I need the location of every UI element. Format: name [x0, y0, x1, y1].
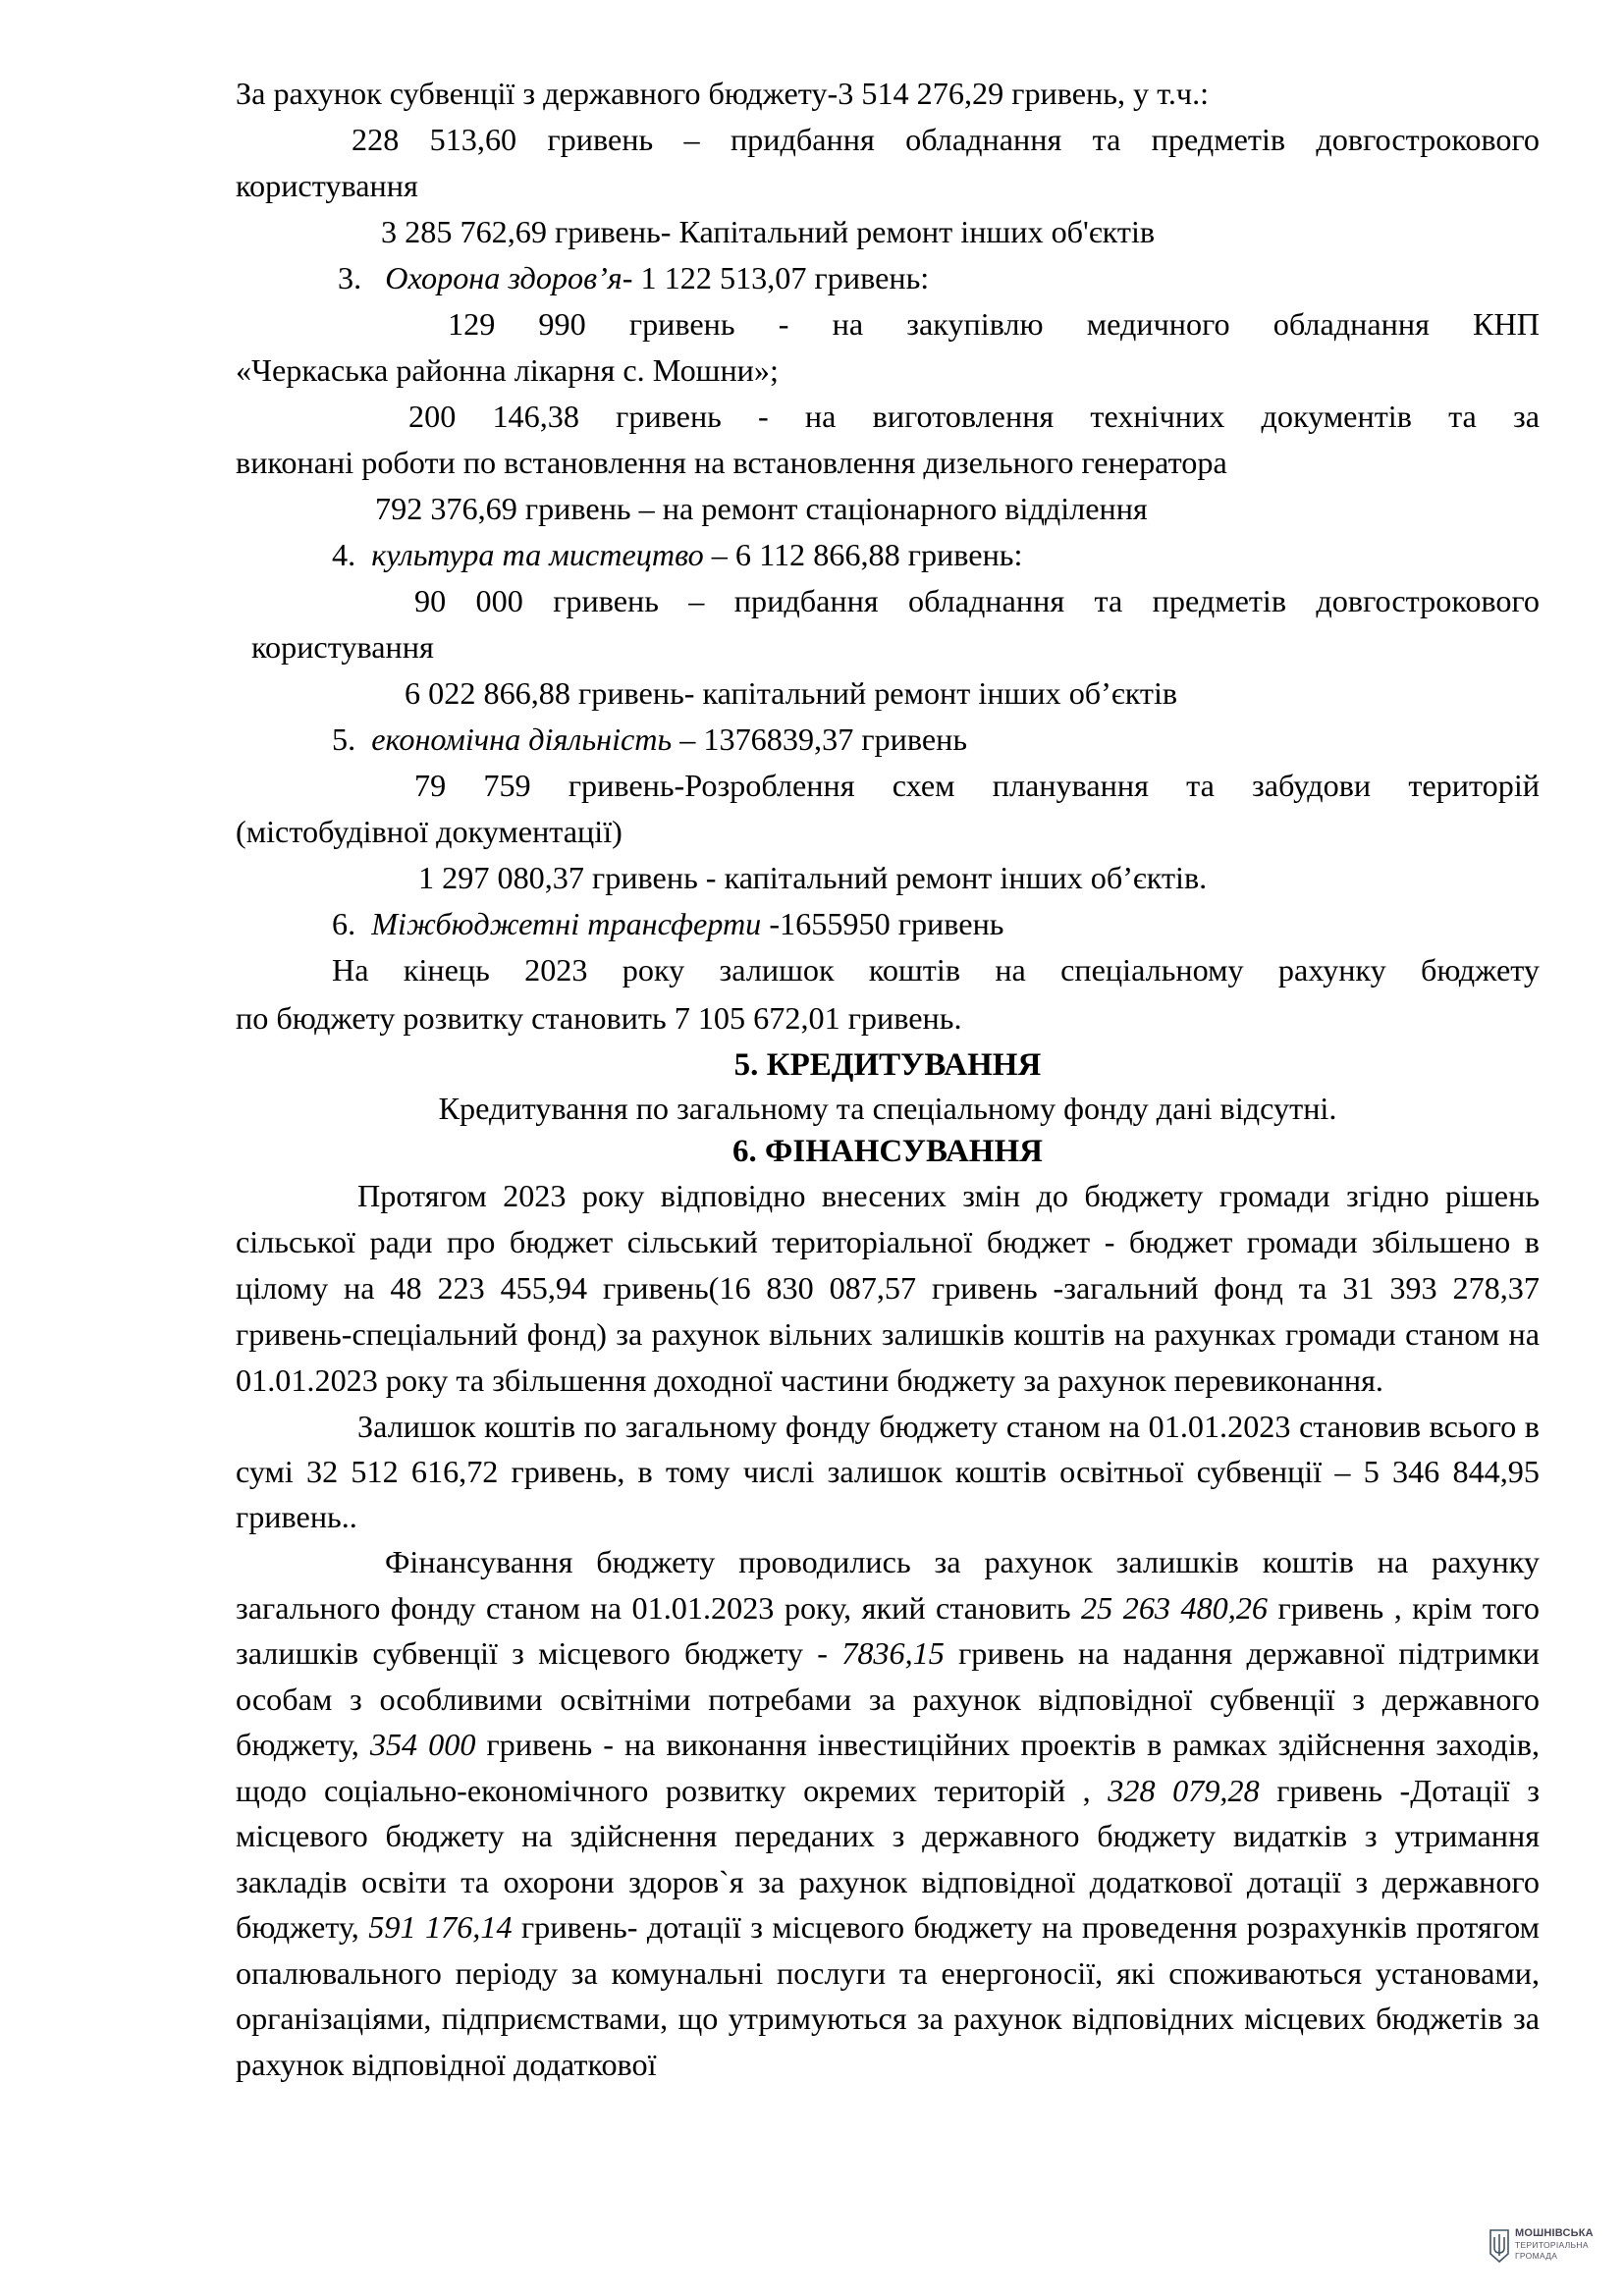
item-amount: – 1376839,37 гривень	[672, 721, 968, 757]
document-page	[236, 71, 1540, 2087]
item-3-healthcare	[236, 255, 1540, 301]
stationary-repair-line: 792 376,69 гривень – на ремонт стаціонарного відділення	[375, 491, 1148, 526]
item-number: 4.	[332, 537, 356, 572]
subvention-line: За рахунок субвенції з державного бюджету-3 514 276,29 гривень, у т.ч.:	[236, 76, 1210, 111]
text-run: гривень -Дотації з місцевого бюджету на здійснення переданих з державного бюджету видатків з утримання закладів освіти та охорони здоров`я за рахунок відповідної додаткової дотації з державного бюджету,	[236, 1772, 1541, 1945]
item-title: Міжбюджетні трансферти	[371, 906, 762, 941]
logo-line-1: МОШНІВСЬКА	[1515, 2227, 1594, 2239]
trident-icon	[1489, 2228, 1510, 2264]
amount-value: 7836,15	[841, 1635, 945, 1671]
generator-docs-line-cont: виконані роботи по встановлення на встановлення дизельного генератора	[236, 445, 1227, 480]
economy-repair-line: 1 297 080,37 гривень - капітальний ремонт інших об’єктів.	[418, 860, 1208, 895]
capital-repair-line: 3 285 762,69 гривень- Капітальний ремонт інших об'єктів	[381, 214, 1156, 249]
year-end-balance-line-cont: по бюджету розвитку становить 7 105 672,01 гривень.	[236, 1000, 962, 1036]
culture-repair-line: 6 022 866,88 гривень- капітальний ремонт інших об’єктів	[405, 675, 1178, 711]
text-run: гривень на надання державної підтримки особам з особливими освітніми потребами за рахунок відповідної субвенції з державного бюджету,	[236, 1635, 1540, 1762]
logo-line-3: ГРОМАДА	[1515, 2251, 1558, 2261]
amount-value: 354 000	[369, 1727, 476, 1762]
section-5-text: Кредитування по загальному та спеціальному фонду дані відсутні.	[438, 1091, 1337, 1126]
planning-schemes-line-cont: (містобудівної документації)	[236, 814, 623, 849]
culture-equipment-line-cont: користування	[251, 629, 434, 665]
text-run: гривень , крім того залишків субвенції з місцевого бюджету -	[236, 1589, 1541, 1671]
equipment-line: 228 513,60 гривень – придбання обладнання та предметів довгострокового	[352, 122, 1540, 157]
hospital-line: «Черкаська районна лікарня с. Мошни»;	[236, 352, 779, 388]
item-amount: - 1 122 513,07 гривень:	[622, 260, 930, 295]
text-run: гривень- дотації з місцевого бюджету на проведення розрахунків протягом опалювального періоду за комунальні послуги та енергоносії, які споживаються установами, організаціями, підприємствами, що утримуються за рахунок відповідних місцевих бюджетів за рахунок відповідної додаткової	[236, 1909, 1540, 2082]
item-amount: – 6 112 866,88 гривень:	[703, 537, 1023, 572]
item-number: 6.	[332, 906, 356, 941]
section-6-paragraph-3	[236, 1539, 1540, 2087]
item-6-transfers	[236, 901, 1540, 947]
generator-docs-line: 200 146,38 гривень - на виготовлення технічних документів та за	[408, 399, 1540, 434]
text-run: Фінансування бюджету проводились за рахунок залишків коштів на рахунку загального фонду станом на 01.01.2023 року, який становить	[236, 1544, 1540, 1626]
item-title: культура та мистецтво	[371, 537, 704, 572]
planning-schemes-line: 79 759 гривень-Розроблення схем планування та забудови територій	[414, 768, 1540, 803]
logo-line-2: ТЕРИТОРІАЛЬНА	[1515, 2240, 1589, 2250]
section-5-heading: 5. КРЕДИТУВАННЯ	[733, 1047, 1042, 1083]
item-amount: -1655950 гривень	[761, 906, 1004, 941]
section-6-heading: 6. ФІНАНСУВАННЯ	[732, 1134, 1043, 1169]
item-4-culture	[236, 532, 1540, 578]
item-number: 3.	[338, 260, 362, 295]
amount-value: 328 079,28	[1108, 1772, 1260, 1808]
item-title: економічна діяльність	[371, 721, 673, 757]
item-5-economy	[236, 717, 1540, 763]
equipment-line-cont: користування	[236, 168, 418, 203]
amount-value: 591 176,14	[368, 1909, 513, 1945]
item-number: 5.	[332, 721, 356, 757]
community-logo	[1489, 2226, 1606, 2269]
item-title: Охорона здоров’я	[385, 260, 623, 295]
culture-equipment-line: 90 000 гривень – придбання обладнання та предметів довгострокового	[414, 583, 1540, 618]
text-run: гривень - на виконання інвестиційних проектів в рамках здійснення заходів, щодо соціально-економічного розвитку окремих територій ,	[236, 1727, 1541, 1808]
medical-equipment-line: 129 990 гривень - на закупівлю медичного обладнання КНП	[448, 306, 1540, 342]
section-6-paragraph-1: Протягом 2023 року відповідно внесених змін до бюджету громади згідно рішень сільської ради про бюджет сільський територіальної бюджет - бюджет громади збільшено в цілому на 48 223 455,94 гривень(16 830 087,57 гривень -загальний фонд та 31 393 278,37 гривень-спеціальний фонд) за рахунок вільних залишків коштів на рахунках громади станом на 01.01.2023 року та збільшення доходної частини бюджету за рахунок перевиконання.	[236, 1178, 1540, 1398]
amount-value: 25 263 480,26	[1081, 1589, 1269, 1626]
section-6-paragraph-2: Залишок коштів по загальному фонду бюджету станом на 01.01.2023 становив всього в сумі 32 512 616,72 гривень, в тому числі залишок коштів освітньої субвенції – 5 346 844,95 гривень..	[236, 1409, 1540, 1534]
year-end-balance-line: На кінець 2023 року залишок коштів на спеціальному рахунку бюджету	[332, 952, 1540, 988]
